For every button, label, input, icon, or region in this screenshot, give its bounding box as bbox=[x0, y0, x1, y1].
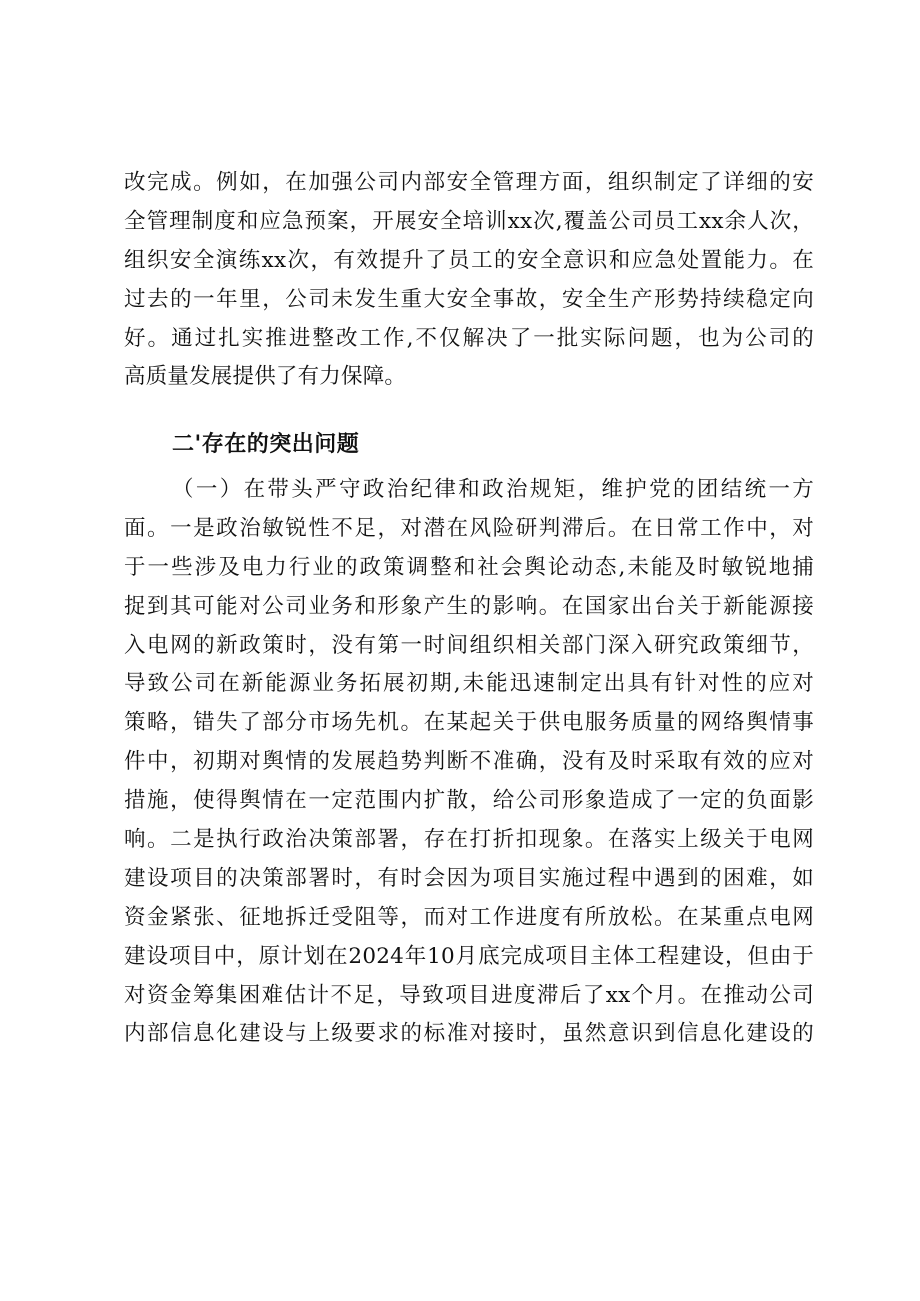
section-heading: 二'存在的突出问题 bbox=[172, 432, 360, 457]
intro-paragraph bbox=[124, 164, 814, 397]
paragraph-line: 改完成。例如，在加强公司内部安全管理方面，组织制定了详细的安 bbox=[124, 170, 814, 195]
paragraph-line: 捉到其可能对公司业务和形象产生的影响。在国家出台关于新能源接 bbox=[124, 593, 814, 619]
paragraph-line: 高质量发展提供了有力保障。 bbox=[124, 364, 407, 390]
paragraph-line: 资金紧张、征地拆迁受阻等，而对工作进度有所放松。在某重点电网 bbox=[124, 904, 814, 930]
paragraph-line: （一）在带头严守政治纪律和政治规矩，维护党的团结统一方 bbox=[172, 477, 814, 502]
paragraph-line: 于一些涉及电力行业的政策调整和社会舆论动态,未能及时敏锐地捕 bbox=[124, 554, 814, 580]
paragraph-line: 好。通过扎实推进整改工作,不仅解决了一批实际问题，也为公司的 bbox=[124, 325, 814, 351]
paragraph-line: 建设项目的决策部署时，有时会因为项目实施过程中遇到的困难，如 bbox=[124, 865, 814, 891]
main-paragraph bbox=[124, 471, 814, 1054]
paragraph-line: 内部信息化建设与上级要求的标准对接时，虽然意识到信息化建设的 bbox=[124, 1021, 814, 1047]
paragraph-line: 组织安全演练xx次，有效提升了员工的安全意识和应急处置能力。在 bbox=[124, 247, 814, 273]
paragraph-line: 对资金筹集困难估计不足，导致项目进度滞后了xx个月。在推动公司 bbox=[124, 982, 814, 1008]
paragraph-line: 策略，错失了部分市场先机。在某起关于供电服务质量的网络舆情事 bbox=[124, 710, 814, 736]
paragraph-line: 导致公司在新能源业务拓展初期,未能迅速制定出具有针对性的应对 bbox=[124, 671, 814, 697]
paragraph-line: 响。二是执行政治决策部署，存在打折扣现象。在落实上级关于电网 bbox=[124, 827, 814, 853]
paragraph-line: 入电网的新政策时，没有第一时间组织相关部门深入研究政策细节， bbox=[124, 632, 814, 658]
paragraph-line: 件中，初期对舆情的发展趋势判断不准确，没有及时采取有效的应对 bbox=[124, 749, 814, 775]
paragraph-line: 过去的一年里，公司未发生重大安全事故，安全生产形势持续稳定向 bbox=[124, 286, 814, 312]
paragraph-line: 措施，使得舆情在一定范围内扩散，给公司形象造成了一定的负面影 bbox=[124, 788, 814, 814]
paragraph-line: 建设项目中，原计划在2024年10月底完成项目主体工程建设，但由于 bbox=[124, 943, 814, 969]
paragraph-line: 全管理制度和应急预案，开展安全培训xx次,覆盖公司员工xx余人次， bbox=[124, 208, 814, 234]
paragraph-line: 面。一是政治敏锐性不足，对潜在风险研判滞后。在日常工作中，对 bbox=[124, 515, 814, 541]
